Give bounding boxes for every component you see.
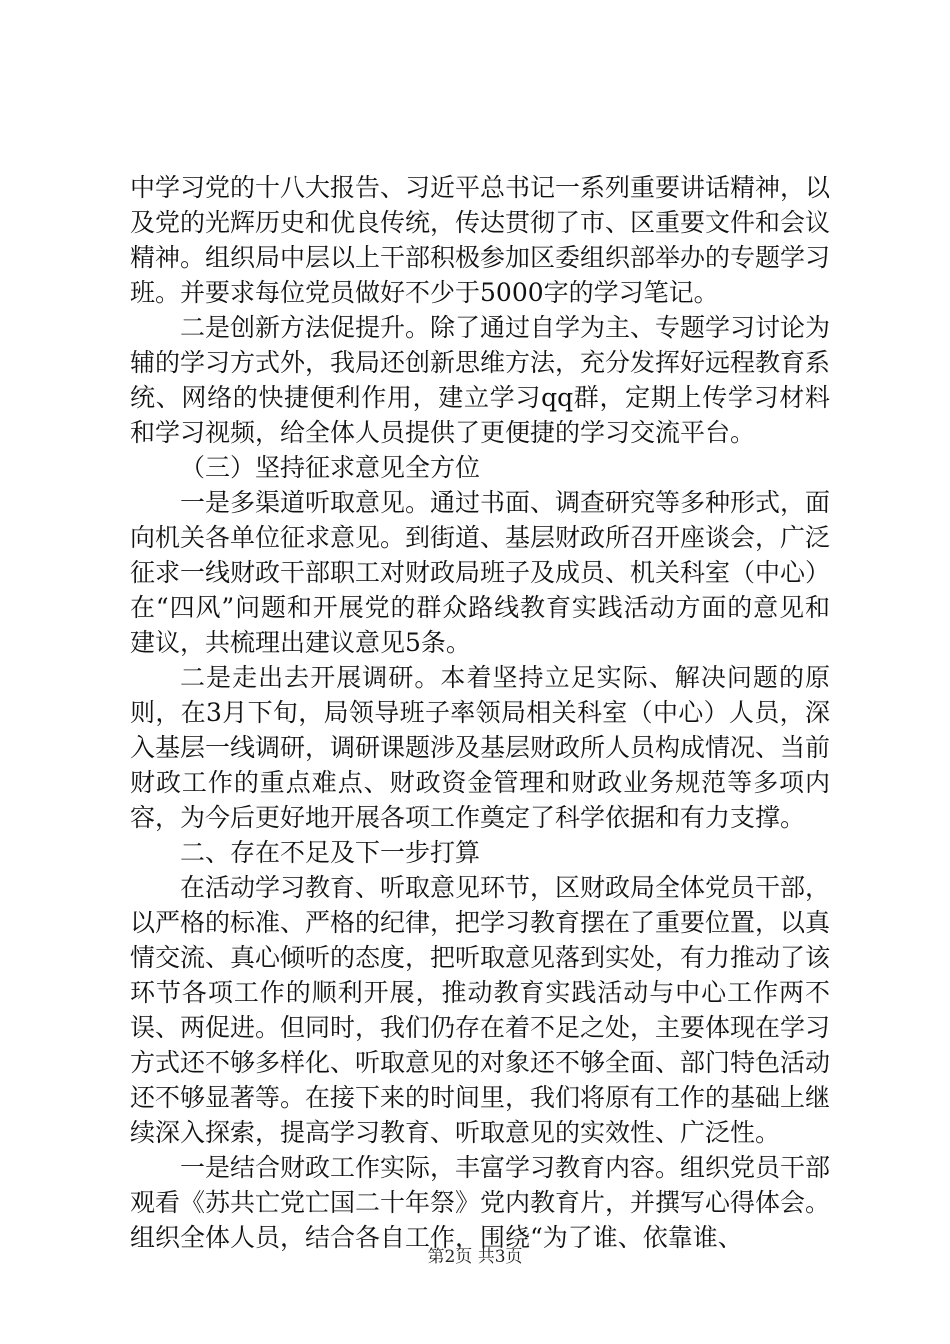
page-footer: 第2页 共3页 — [427, 1247, 523, 1267]
section-heading-shortcomings: 二、存在不足及下一步打算 — [180, 838, 481, 867]
paragraph-multi-channel: 一是多渠道听取意见。通过书面、调查研究等多种形式，面向机关各单位征求意见。到街道、基层财政所召开座谈会，广泛征求一线财政干部职工对财政局班子及成员、机关科室（中心）在“四风”问题和开展党的群众路线教育实践活动方面的意见和建议，共梳理出建议意见5条。 — [130, 488, 831, 657]
paragraph-enrich-content: 一是结合财政工作实际，丰富学习教育内容。组织党员干部观看《苏共亡党亡国二十年祭》党内教育片，并撰写心得体会。组织全体人员，结合各自工作，围绕“为了谁、依靠谁、 — [130, 1153, 831, 1252]
document-body — [130, 170, 830, 1255]
section-heading-opinions: （三）坚持征求意见全方位 — [180, 453, 481, 482]
paragraph-innovate-methods: 二是创新方法促提升。除了通过自学为主、专题学习讨论为辅的学习方式外，我局还创新思维方法，充分发挥好远程教育系统、网络的快捷便利作用，建立学习qq群，定期上传学习材料和学习视频，给全体人员提供了更便捷的学习交流平台。 — [130, 313, 831, 447]
paragraph-summary: 在活动学习教育、听取意见环节，区财政局全体党员干部，以严格的标准、严格的纪律，把学习教育摆在了重要位置，以真情交流、真心倾听的态度，把听取意见落到实处，有力推动了该环节各项工作的顺利开展，推动教育实践活动与中心工作两不误、两促进。但同时，我们仍存在着不足之处，主要体现在学习方式还不够多样化、听取意见的对象还不够全面、部门特色活动还不够显著等。在接下来的时间里，我们将原有工作的基础上继续深入探索，提高学习教育、听取意见的实效性、广泛性。 — [130, 873, 831, 1147]
paragraph-research: 二是走出去开展调研。本着坚持立足实际、解决问题的原则，在3月下旬，局领导班子率领局相关科室（中心）人员，深入基层一线调研，调研课题涉及基层财政所人员构成情况、当前财政工作的重点难点、财政资金管理和财政业务规范等多项内容，为今后更好地开展各项工作奠定了科学依据和有力支撑。 — [130, 663, 831, 832]
paragraph-continuation: 中学习党的十八大报告、习近平总书记一系列重要讲话精神，以及党的光辉历史和优良传统，传达贯彻了市、区重要文件和会议精神。组织局中层以上干部积极参加区委组织部举办的专题学习班。并要求每位党员做好不少于5000字的学习笔记。 — [130, 173, 831, 307]
